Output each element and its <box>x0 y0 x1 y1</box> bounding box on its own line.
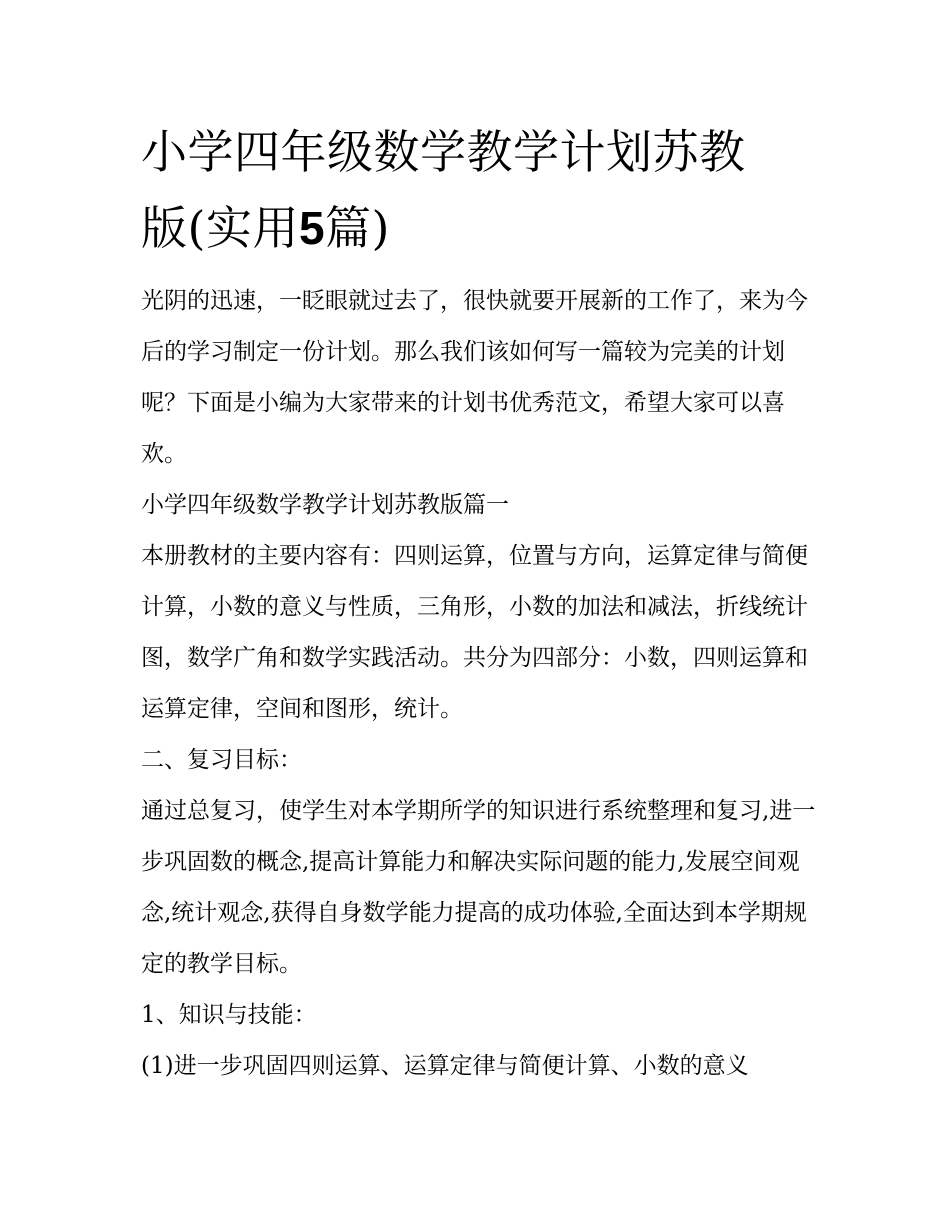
title-line-1: 小学四年级数学教学计划苏教 <box>141 125 746 179</box>
intro-paragraph: 光阴的迅速，一眨眼就过去了，很快就要开展新的工作了，来为今后的学习制定一份计划。那么我们该如何写一篇较为完美的计划呢？下面是小编为大家带来的计划书优秀范文，希望大家可以喜欢。 <box>141 288 808 467</box>
section-heading: 小学四年级数学教学计划苏教版篇一 <box>141 492 509 518</box>
subheading-review-goals: 二、复习目标： <box>141 747 302 773</box>
title-line-2-end: 篇) <box>325 201 390 255</box>
document-body <box>141 276 821 1092</box>
list-item-1: (1)进一步巩固四则运算、运算定律与简便计算、小数的意义 <box>141 1053 749 1079</box>
title-line-2-number: 5 <box>298 202 326 254</box>
document-title <box>141 114 821 266</box>
review-paragraph: 通过总复习，使学生对本学期所学的知识进行系统整理和复习,进一步巩固数的概念,提高计算能力和解决实际问题的能力,发展空间观念,统计观念,获得自身数学能力提高的成功体验,全面达到本学期规定的教学目标。 <box>141 798 816 977</box>
title-line-2-start: 版(实用 <box>141 201 299 255</box>
subheading-knowledge-skills: 1、知识与技能： <box>141 1002 317 1028</box>
content-paragraph: 本册教材的主要内容有：四则运算，位置与方向，运算定律与简便计算，小数的意义与性质，三角形，小数的加法和减法，折线统计图，数学广角和数学实践活动。共分为四部分：小数，四则运算和运算定律，空间和图形，统计。 <box>141 543 808 722</box>
